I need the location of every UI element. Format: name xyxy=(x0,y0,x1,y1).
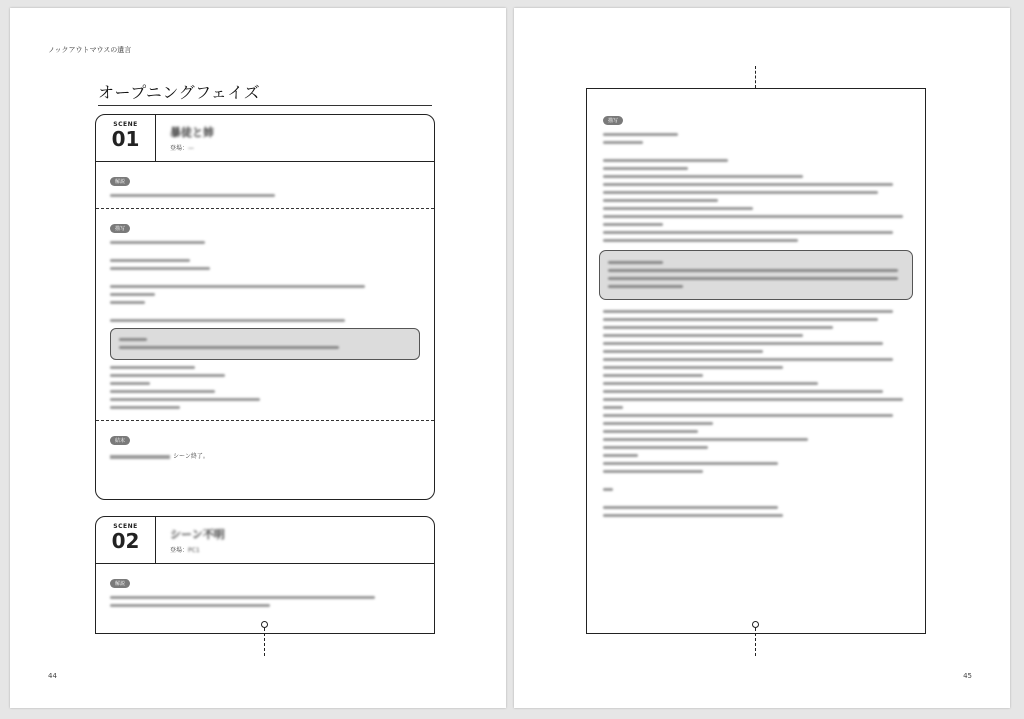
blurred-line xyxy=(603,382,818,385)
blurred-line xyxy=(608,269,898,272)
blurred-line xyxy=(603,310,893,313)
blurred-line xyxy=(603,191,878,194)
ending-text xyxy=(110,451,420,460)
blurred-line xyxy=(110,293,155,296)
blurred-line xyxy=(608,277,898,280)
scene-appearance xyxy=(170,143,194,152)
section-ketsumatsu xyxy=(96,421,434,460)
connector-dashed-line xyxy=(755,66,757,88)
connector-dashed-line xyxy=(755,628,757,656)
blurred-line xyxy=(603,159,728,162)
connector-dashed-line xyxy=(264,628,266,656)
scene-end-text: シーン終了。 xyxy=(173,453,209,460)
tag-kaisetsu: 解説 xyxy=(110,579,130,588)
blurred-line xyxy=(603,133,678,136)
blurred-line xyxy=(110,259,190,262)
tag-byosha: 描写 xyxy=(110,224,130,233)
continuation-frame xyxy=(586,88,926,634)
blurred-line xyxy=(110,374,225,377)
blurred-line xyxy=(603,141,643,144)
blurred-line xyxy=(603,430,698,433)
scene-number: 01 xyxy=(111,127,140,151)
blurred-line xyxy=(119,346,339,349)
blurred-line xyxy=(603,167,688,170)
gm-note-callout xyxy=(110,328,420,360)
scene-title: 暴徒と姉 xyxy=(170,126,214,139)
running-header: ノックアウトマウスの遺言 xyxy=(48,46,132,54)
blurred-line xyxy=(110,398,260,401)
appearance-value: PC1 xyxy=(188,547,200,554)
blurred-line xyxy=(603,390,883,393)
section-byosha xyxy=(96,209,434,420)
blurred-line xyxy=(110,194,275,197)
blurred-line xyxy=(110,604,270,607)
blurred-line xyxy=(603,318,878,321)
blurred-line xyxy=(603,334,803,337)
tag-byosha: 描写 xyxy=(603,116,623,125)
blurred-line xyxy=(603,350,763,353)
blurred-line xyxy=(110,406,180,409)
blurred-line xyxy=(110,285,365,288)
blurred-line xyxy=(603,446,708,449)
blurred-line xyxy=(608,285,683,288)
section-kaisetsu xyxy=(96,564,434,607)
blurred-line xyxy=(110,382,150,385)
scene-header xyxy=(96,517,434,564)
blurred-line xyxy=(119,338,147,341)
scene-header xyxy=(96,115,434,162)
blurred-line xyxy=(603,199,718,202)
blurred-line xyxy=(603,454,638,457)
appearance-label: 登場： xyxy=(170,547,189,554)
blurred-line xyxy=(603,231,893,234)
scene-badge xyxy=(96,517,156,563)
blurred-line xyxy=(603,326,833,329)
appearance-value: — xyxy=(188,145,195,152)
blurred-line xyxy=(603,223,663,226)
blurred-line xyxy=(603,506,778,509)
connector-ring xyxy=(752,621,759,628)
scene-card-02 xyxy=(95,516,435,634)
scene-badge xyxy=(96,115,156,161)
connector-ring xyxy=(261,621,268,628)
scene-label: SCENE xyxy=(113,523,138,530)
blurred-line xyxy=(603,462,778,465)
blurred-line xyxy=(603,374,703,377)
blurred-line xyxy=(110,319,345,322)
section-kaisetsu xyxy=(96,162,434,208)
section-title: オープニングフェイズ xyxy=(98,80,432,106)
blurred-line xyxy=(110,390,215,393)
blurred-line xyxy=(603,175,803,178)
blurred-line xyxy=(603,342,883,345)
blurred-line xyxy=(603,398,903,401)
blurred-line xyxy=(603,414,893,417)
blurred-line xyxy=(603,183,893,186)
scene-appearance xyxy=(170,545,200,554)
blurred-line xyxy=(110,366,195,369)
blurred-line xyxy=(110,596,375,599)
blurred-line xyxy=(603,488,613,491)
left-page xyxy=(10,8,506,708)
blurred-line xyxy=(110,455,170,459)
scene-number: 02 xyxy=(111,529,140,553)
page-number: 45 xyxy=(963,672,972,680)
gm-note-callout xyxy=(599,250,913,300)
scene-card-01 xyxy=(95,114,435,500)
tag-ketsumatsu: 結末 xyxy=(110,436,130,445)
frame-content xyxy=(587,89,925,517)
blurred-line xyxy=(603,438,808,441)
blurred-line xyxy=(603,215,903,218)
blurred-line xyxy=(603,207,753,210)
blurred-line xyxy=(608,261,663,264)
blurred-line xyxy=(603,470,703,473)
blurred-line xyxy=(603,239,798,242)
blurred-line xyxy=(110,301,145,304)
right-page xyxy=(514,8,1010,708)
blurred-line xyxy=(603,406,623,409)
tag-kaisetsu: 解説 xyxy=(110,177,130,186)
blurred-line xyxy=(110,267,210,270)
blurred-line xyxy=(603,366,783,369)
page-number: 44 xyxy=(48,672,57,680)
scene-label: SCENE xyxy=(113,121,138,128)
appearance-label: 登場： xyxy=(170,145,189,152)
blurred-line xyxy=(603,514,783,517)
blurred-line xyxy=(110,241,205,244)
blurred-line xyxy=(603,358,893,361)
scene-title: シーン不明 xyxy=(170,528,225,541)
blurred-line xyxy=(603,422,713,425)
